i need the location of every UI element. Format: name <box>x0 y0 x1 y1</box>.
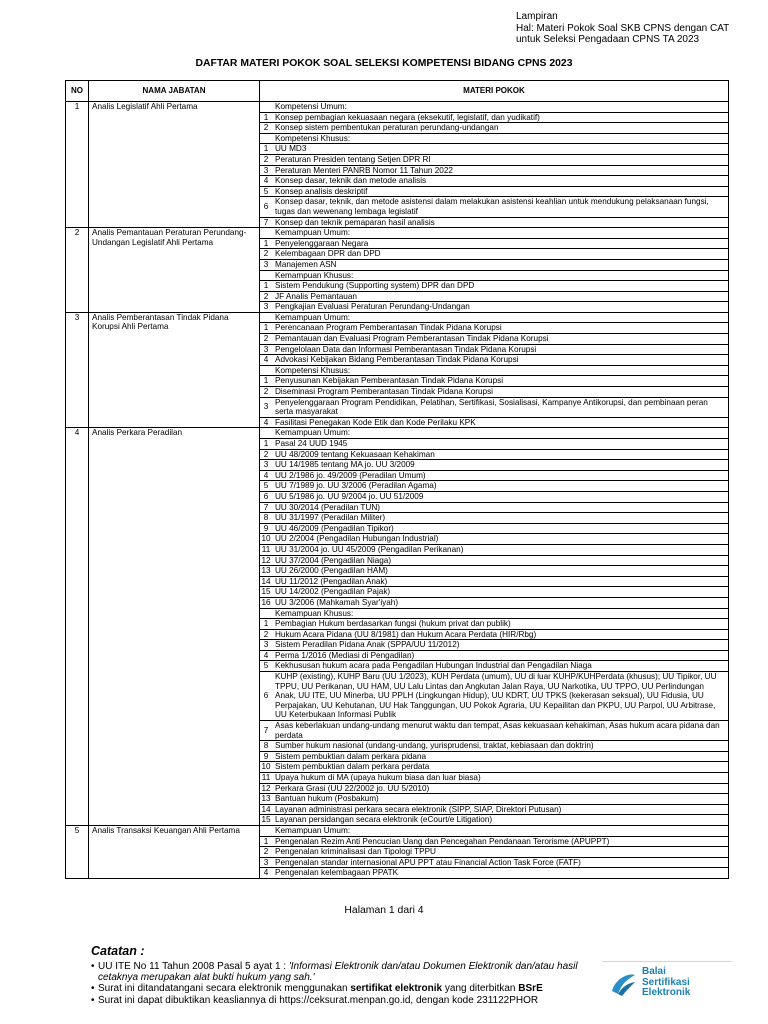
materi-section-heading <box>260 133 728 144</box>
materi-item-text: Kemampuan Umum: <box>272 228 728 238</box>
materi-item <box>260 523 728 534</box>
materi-list <box>260 428 728 825</box>
materi-item-number: 3 <box>263 302 269 312</box>
materi-item <box>260 249 728 260</box>
materi-item-number: 2 <box>260 291 272 302</box>
materi-item-text: Kemampuan Khusus: <box>272 608 728 619</box>
materi-item <box>260 566 728 577</box>
table-row <box>66 102 729 228</box>
materi-item-number: 5 <box>260 481 272 492</box>
note-item <box>91 983 611 994</box>
materi-item-number: 8 <box>260 741 272 752</box>
materi-item-text: Kemampuan Umum: <box>272 826 728 836</box>
materi-cell <box>260 428 729 826</box>
materi-item <box>260 661 728 672</box>
table-row <box>66 228 729 313</box>
materi-item <box>260 259 728 270</box>
job-title: Analis Legislatif Ahli Pertama <box>89 102 260 228</box>
materi-list <box>260 228 728 312</box>
materi-section-heading <box>260 228 728 238</box>
materi-item <box>260 387 728 398</box>
materi-section-heading <box>260 102 728 112</box>
job-title: Analis Transaksi Keuangan Ahli Pertama <box>89 825 260 878</box>
bsre-badge <box>602 961 732 1002</box>
materi-item-text: Kompetensi Umum: <box>272 102 728 112</box>
materi-cell <box>260 825 729 878</box>
materi-item-text: Upaya hukum di MA (upaya hukum biasa dan luar biasa) <box>272 773 728 784</box>
materi-item-number: 3 <box>260 460 272 471</box>
materi-item-number: 1 <box>260 238 272 249</box>
note-item <box>91 961 611 983</box>
note-quote: 'Informasi Elektronik dan/atau Dokumen Elektronik dan/atau hasil cetaknya merupakan alat bukti hukum yang sah.' <box>98 961 578 984</box>
materi-item <box>260 417 728 427</box>
materi-item-text: Kompetensi Khusus: <box>272 133 728 144</box>
header-materi: MATERI POKOK <box>260 81 729 102</box>
materi-item-text: Layanan persidangan secara elektronik (eCourt/e Litigation) <box>275 815 493 825</box>
materi-list <box>260 826 728 878</box>
materi-item-number: 15 <box>261 587 271 597</box>
materi-item-number: 5 <box>260 186 272 197</box>
materi-item-number: 2 <box>260 154 272 165</box>
materi-item-text: Konsep dasar, teknik, dan metode asistensi dalam melakukan asistensi keahlian untuk mendukung pelaksanaan fungsi, tugas dan wewenang lembaga legislatif <box>272 197 728 217</box>
materi-item-number: 3 <box>260 165 272 176</box>
materi-item-text: UU 5/1986 jo. UU 9/2004 jo. UU 51/2009 <box>272 491 728 502</box>
job-title: Analis Perkara Peradilan <box>89 428 260 826</box>
materi-item-number: 6 <box>260 672 272 721</box>
materi-item-number: 3 <box>260 259 272 270</box>
notes-label: Catatan : <box>91 944 145 958</box>
materi-item-number: 12 <box>261 783 271 793</box>
materi-item-number: 12 <box>261 555 271 565</box>
materi-item-number: 2 <box>260 249 272 260</box>
row-number: 3 <box>66 312 89 428</box>
materi-item-number <box>260 608 272 619</box>
bsre-text <box>642 967 690 999</box>
note-bold: sertifikat elektronik <box>350 983 443 995</box>
materi-item <box>260 397 728 417</box>
materi-item <box>260 449 728 460</box>
materi-item-text: Kelembagaan DPR dan DPD <box>272 249 728 260</box>
materi-item-text: Pembagian Hukum berdasarkan fungsi (hukum privat dan publik) <box>272 619 728 630</box>
materi-item-number: 16 <box>261 597 271 607</box>
page-number: Halaman 1 dari 4 <box>344 905 424 916</box>
materi-item <box>260 217 728 227</box>
materi-item-text: Kekhususan hukum acara pada Pengadilan Hubungan Industrial dan Pengadilan Niaga <box>272 661 728 672</box>
materi-item-number: 9 <box>260 523 272 534</box>
bsre-logo-icon <box>608 969 638 1004</box>
materi-section-heading <box>260 608 728 619</box>
materi-item-text: UU 37/2004 (Pengadilan Niaga) <box>272 555 728 566</box>
bsre-line: Balai <box>642 966 666 977</box>
materi-item <box>260 773 728 784</box>
materi-item-text: Penyusunan Kebijakan Pemberantasan Tindak Pidana Korupsi <box>272 376 728 387</box>
materi-item <box>260 281 728 292</box>
materi-item-number: 4 <box>260 176 272 187</box>
materi-item-number: 1 <box>260 376 272 387</box>
materi-item-text: UU 11/2012 (Pengadilan Anak) <box>272 576 728 587</box>
materi-list <box>260 313 728 428</box>
materi-item-number: 15 <box>261 815 271 825</box>
materi-item <box>260 576 728 587</box>
row-number: 2 <box>66 228 89 313</box>
materi-item-text: Layanan administrasi perkara secara elektronik (SIPP, SIAP, Direktori Putusan) <box>272 804 728 815</box>
notes-list <box>91 961 611 1006</box>
materi-item-number: 7 <box>260 502 272 513</box>
materi-item-number: 13 <box>261 794 271 804</box>
note-bold-issuer: BSrE <box>518 983 543 995</box>
materi-item-number: 1 <box>260 439 272 450</box>
materi-item-text: JF Analis Pemantauan <box>272 291 728 302</box>
materi-item <box>260 597 728 608</box>
materi-item <box>260 513 728 524</box>
materi-item-text: Sistem pembuktian dalam perkara pidana <box>272 751 728 762</box>
materi-item-text: UU 2/2004 (Pengadilan Hubungan Industrial) <box>272 534 728 545</box>
materi-item <box>260 672 728 721</box>
note-text <box>98 983 543 994</box>
materi-item-number: 9 <box>260 751 272 762</box>
materi-item <box>260 334 728 345</box>
materi-item-text: Peraturan Menteri PANRB Nomor 11 Tahun 2022 <box>272 165 728 176</box>
materi-item <box>260 836 728 847</box>
materi-item-number <box>260 428 272 438</box>
materi-item-text: Perkara Grasi (UU 22/2002 jo. UU 5/2010) <box>272 783 728 794</box>
materi-item-text: UU 30/2014 (Peradilan TUN) <box>272 502 728 513</box>
materi-item <box>260 847 728 858</box>
materi-item <box>260 460 728 471</box>
materi-item-text: Kemampuan Umum: <box>272 313 728 323</box>
note-text <box>98 961 611 983</box>
materi-item-text: Pengelolaan Data dan Informasi Pemberantasan Tindak Pidana Korupsi <box>272 344 728 355</box>
materi-item-text: Bantuan hukum (Posbakum) <box>272 794 728 805</box>
materi-item-text: Pasal 24 UUD 1945 <box>272 439 728 450</box>
materi-item-text: Peraturan Presiden tentang Setjen DPR RI <box>272 154 728 165</box>
subject-line: Hal: Materi Pokok Soal SKB CPNS dengan CAT <box>516 22 730 34</box>
materi-item <box>260 555 728 566</box>
materi-section-heading <box>260 826 728 836</box>
materi-item-number: 2 <box>260 629 272 640</box>
bsre-line: Elektronik <box>642 987 691 998</box>
materi-item-number: 7 <box>263 217 269 227</box>
materi-item-text: Sumber hukum nasional (undang-undang, yurisprudensi, traktat, kebiasaan dan doktrin) <box>272 741 728 752</box>
materi-item-number: 4 <box>263 868 269 878</box>
attachment-header <box>516 11 729 46</box>
bsre-line: Sertifikasi <box>642 976 690 988</box>
materi-item-text: UU MD3 <box>272 144 728 155</box>
materi-item-number: 2 <box>260 387 272 398</box>
materi-item <box>260 470 728 481</box>
materi-item-number: 4 <box>260 650 272 661</box>
materi-item-number <box>260 365 272 376</box>
materi-item-text: Konsep pembagian kekuasaan negara (eksekutif, legislatif, dan yudikatif) <box>272 112 728 123</box>
materi-cell <box>260 102 729 228</box>
materi-item-text: Penyelenggaraan Program Pendidikan, Pelatihan, Sertifikasi, Sosialisasi, Kampanye Antikorupsi, dan pembinaan peran serta masyarakat <box>272 397 728 417</box>
materi-item-text: UU 26/2000 (Pengadilan HAM) <box>272 566 728 577</box>
materi-item-number: 6 <box>260 197 272 217</box>
materi-item <box>260 544 728 555</box>
materi-item-text: Sistem pembuktian dalam perkara perdata <box>272 762 728 773</box>
materi-item-number: 3 <box>260 397 272 417</box>
materi-item <box>260 804 728 815</box>
materi-item-number: 4 <box>263 417 269 427</box>
materi-item-text: UU 3/2006 (Mahkamah Syar'iyah) <box>272 597 728 608</box>
materi-item-text: Kompetensi Khusus: <box>272 365 728 376</box>
row-number: 5 <box>66 825 89 878</box>
materi-item-number: 11 <box>261 544 271 554</box>
materi-item <box>260 291 728 302</box>
materi-item-number: 1 <box>260 323 272 334</box>
materi-item <box>260 186 728 197</box>
materi-item-text: Konsep sistem pembentukan peraturan perundang-undangan <box>272 123 728 134</box>
materi-item-number: 1 <box>260 112 272 123</box>
materi-table <box>65 80 729 879</box>
row-number: 1 <box>66 102 89 228</box>
materi-item <box>260 154 728 165</box>
materi-item-text: Konsep dan teknik pemaparan hasil analisis <box>275 217 435 227</box>
note-prefix: Surat ini ditandatangani secara elektronik menggunakan <box>98 983 351 995</box>
materi-item-text: Pengenalan Rezim Anti Pencucian Uang dan Pencegahan Pendanaan Terorisme (APUPPT) <box>272 836 728 847</box>
materi-item-text: UU 2/1986 jo. 49/2009 (Peradilan Umum) <box>272 470 728 481</box>
table-row <box>66 428 729 826</box>
materi-item-number: 14 <box>261 804 271 814</box>
materi-item-number: 1 <box>260 144 272 155</box>
materi-item-text: Fasilitasi Penegakan Kode Etik dan Kode Perilaku KPK <box>275 417 476 427</box>
materi-item <box>260 857 728 868</box>
materi-item-text: Pengkajian Evaluasi Peraturan Perundang-Undangan <box>275 302 470 312</box>
materi-item <box>260 629 728 640</box>
materi-item-number <box>260 313 272 323</box>
materi-item <box>260 355 728 366</box>
materi-section-heading <box>260 270 728 281</box>
bullet-icon: • <box>91 983 95 995</box>
row-number: 4 <box>66 428 89 826</box>
materi-item <box>260 123 728 134</box>
materi-item-number: 3 <box>260 640 272 651</box>
table-row <box>66 312 729 428</box>
materi-item <box>260 481 728 492</box>
materi-item-text: Kemampuan Khusus: <box>272 270 728 281</box>
note-prefix: UU ITE No 11 Tahun 2008 Pasal 5 ayat 1 : <box>98 961 289 972</box>
attachment-line: Lampiran <box>516 11 558 22</box>
materi-item <box>260 176 728 187</box>
materi-item-text: UU 7/1989 jo. UU 3/2006 (Peradilan Agama) <box>272 481 728 492</box>
materi-item-text: Manajemen ASN <box>272 259 728 270</box>
materi-item <box>260 439 728 450</box>
materi-item-text: UU 31/2004 jo. UU 45/2009 (Pengadilan Perikanan) <box>272 544 728 555</box>
materi-item-number: 14 <box>261 576 271 586</box>
subject-line-2: untuk Seleksi Pengadaan CPNS TA 2023 <box>516 34 700 45</box>
materi-cell <box>260 228 729 313</box>
materi-item <box>260 721 728 741</box>
materi-item-text: Perma 1/2016 (Mediasi di Pengadilan) <box>272 650 728 661</box>
materi-item-number: 11 <box>261 773 271 782</box>
materi-item <box>260 751 728 762</box>
materi-item-text: Sistem Pendukung (Supporting system) DPR dan DPD <box>272 281 728 292</box>
materi-item-number <box>260 133 272 144</box>
materi-item-number: 7 <box>260 721 272 741</box>
materi-item <box>260 491 728 502</box>
materi-item-number: 10 <box>261 534 271 544</box>
materi-item <box>260 197 728 217</box>
materi-item-number <box>260 228 272 238</box>
materi-item-text: UU 46/2009 (Pengadilan Tipikor) <box>272 523 728 534</box>
job-title: Analis Pemantauan Peraturan Perundang-Undangan Legislatif Ahli Pertama <box>89 228 260 313</box>
materi-item-text: Perencanaan Program Pemberantasan Tindak Pidana Korupsi <box>272 323 728 334</box>
materi-item-number: 10 <box>261 762 271 772</box>
note-text: Surat ini dapat dibuktikan keasliannya di https://ceksurat.menpan.go.id, dengan kode 231122PHOR <box>98 994 539 1006</box>
materi-item-text: Hukum Acara Pidana (UU 8/1981) dan Hukum Acara Perdata (HIR/Rbg) <box>272 629 728 640</box>
materi-item <box>260 323 728 334</box>
materi-item <box>260 238 728 249</box>
materi-item-number: 2 <box>260 449 272 460</box>
materi-item-number: 6 <box>260 491 272 502</box>
materi-item-text: Diseminasi Program Pemberantasan Tindak Pidana Korupsi <box>272 387 728 398</box>
materi-item-number: 2 <box>260 847 272 858</box>
materi-item <box>260 112 728 123</box>
materi-item-text: Advokasi Kebijakan Bidang Pemberantasan Tindak Pidana Korupsi <box>272 355 728 366</box>
materi-item-number: 3 <box>260 857 272 868</box>
materi-list <box>260 102 728 227</box>
bullet-icon: • <box>91 961 95 972</box>
materi-item-text: UU 14/1985 tentang MA jo. UU 3/2009 <box>272 460 728 471</box>
materi-item-number <box>260 102 272 112</box>
job-title: Analis Pemberantasan Tindak Pidana Korupsi Ahli Pertama <box>89 312 260 428</box>
materi-item <box>260 815 728 825</box>
materi-item-text: Sistem Peradilan Pidana Anak (SPPA/UU 11/2012) <box>272 640 728 651</box>
materi-section-heading <box>260 428 728 438</box>
document-title: DAFTAR MATERI POKOK SOAL SELEKSI KOMPETENSI BIDANG CPNS 2023 <box>195 58 573 69</box>
note-mid: yang diterbitkan <box>442 983 519 995</box>
materi-item-text: Konsep analisis deskriptif <box>272 186 728 197</box>
materi-item-text: UU 31/1997 (Peradilan Militer) <box>272 513 728 524</box>
materi-item-text: UU 48/2009 tentang Kekuasaan Kehakiman <box>272 449 728 460</box>
materi-item <box>260 302 728 312</box>
materi-item-text: KUHP (existing), KUHP Baru (UU 1/2023), KUH Perdata (umum), UU di luar KUHP/KUHPerdata (khusus); UU Tipikor, UU TPPU, UU Perikanan, UU HAM, UU Lalu Lintas dan Angkutan Jalan Raya, UU Narkotika, UU TPPO, UU Perlindungan Anak, UU ITE, UU Minerba, UU PPLH (Lingkungan Hidup), UU KDRT, UU TPKS (kekerasan seksual), UU Fidusia, UU Perpajakan, UU Kehutanan, UU Hak Tanggungan, UU Pokok Agraria, UU Kepailitan dan PKPU, UU Parpol, UU Arbitrase, UU Keterbukaan Informasi Publik <box>272 672 728 721</box>
materi-item-text: Kemampuan Umum: <box>272 428 728 438</box>
materi-item-text: Konsep dasar, teknik dan metode analisis <box>272 176 728 187</box>
materi-item-text: Asas keberlakuan undang-undang menurut waktu dan tempat, Asas kekuasaan kehakiman, Asas hukum acara pidana dan perdata <box>272 721 728 741</box>
bullet-icon: • <box>91 994 95 1006</box>
materi-item-text: Pengenalan standar internasional APU PPT atau Financial Action Task Force (FATF) <box>272 857 728 868</box>
header-jabatan: NAMA JABATAN <box>89 81 260 102</box>
materi-item <box>260 650 728 661</box>
materi-item-number: 2 <box>260 123 272 134</box>
materi-item-number: 5 <box>260 661 272 672</box>
materi-item-number: 8 <box>260 513 272 524</box>
materi-item <box>260 502 728 513</box>
materi-item <box>260 783 728 794</box>
materi-cell <box>260 312 729 428</box>
materi-item-number <box>260 826 272 836</box>
materi-item <box>260 344 728 355</box>
materi-item-number: 3 <box>260 344 272 355</box>
materi-item <box>260 868 728 878</box>
materi-item <box>260 794 728 805</box>
materi-section-heading <box>260 313 728 323</box>
materi-item <box>260 640 728 651</box>
materi-item-text: Pengenalan kriminalisasi dan Tipologi TPPU <box>272 847 728 858</box>
materi-item-number: 4 <box>260 355 272 366</box>
materi-item <box>260 619 728 630</box>
materi-section-heading <box>260 365 728 376</box>
materi-item-number <box>260 270 272 281</box>
materi-item-number: 13 <box>261 566 271 576</box>
materi-item-number: 1 <box>260 836 272 847</box>
note-item <box>91 995 611 1006</box>
materi-item <box>260 144 728 155</box>
materi-item <box>260 762 728 773</box>
materi-item <box>260 165 728 176</box>
materi-item <box>260 534 728 545</box>
materi-item <box>260 376 728 387</box>
materi-item-number: 1 <box>260 281 272 292</box>
materi-item <box>260 741 728 752</box>
materi-item-number: 2 <box>260 334 272 345</box>
materi-item-text: Pemantauan dan Evaluasi Program Pemberantasan Tindak Pidana Korupsi <box>272 334 728 345</box>
materi-item-text: Penyelenggaraan Negara <box>272 238 728 249</box>
table-header-row <box>66 81 729 102</box>
materi-item <box>260 587 728 598</box>
materi-item-number: 1 <box>260 619 272 630</box>
header-no: NO <box>66 81 89 102</box>
table-row <box>66 825 729 878</box>
materi-item-text: Pengenalan kelembagaan PPATK <box>275 868 399 878</box>
materi-item-text: UU 14/2002 (Pengadilan Pajak) <box>272 587 728 598</box>
materi-item-number: 4 <box>260 470 272 481</box>
